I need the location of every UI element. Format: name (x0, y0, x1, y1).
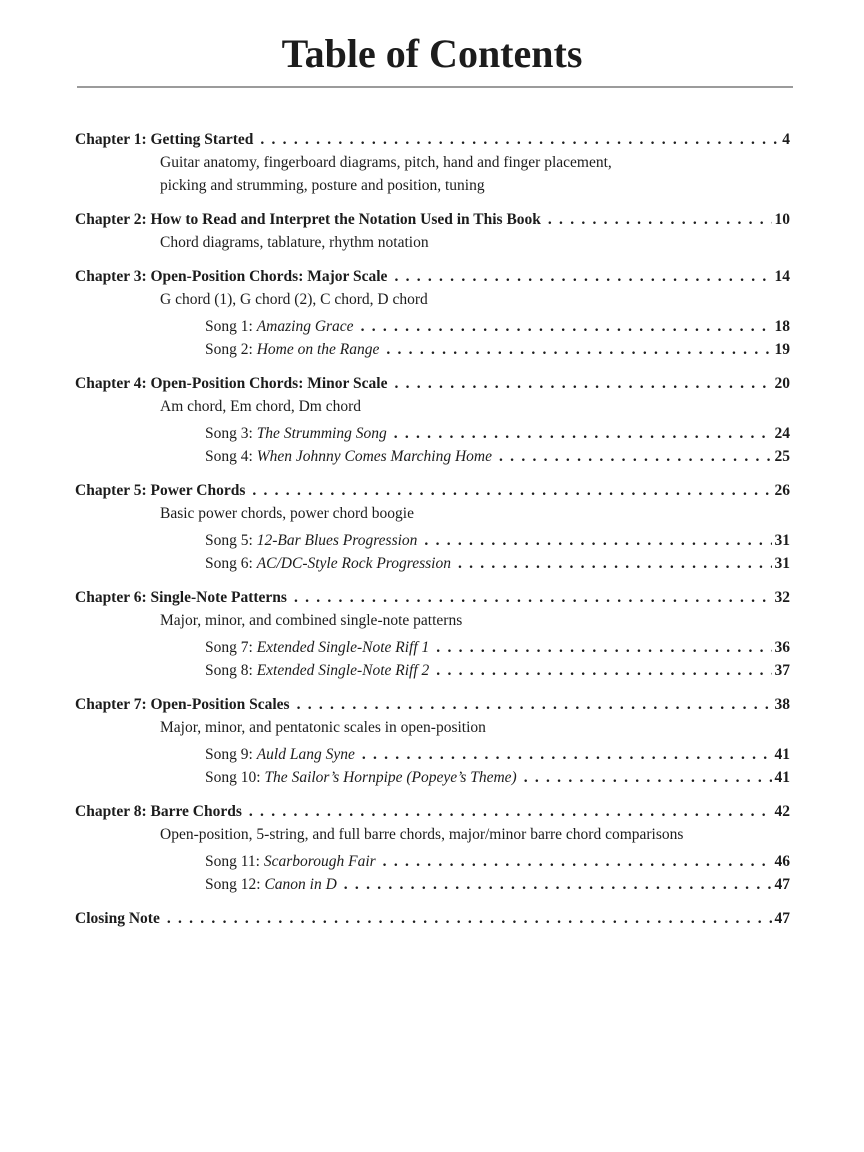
page-number: 32 (774, 589, 790, 606)
toc-chapter-row (75, 372, 790, 395)
dot-leader (524, 766, 772, 789)
dot-leader (362, 743, 772, 766)
song-title: Extended Single-Note Riff 2 (256, 662, 430, 679)
dot-leader (386, 338, 771, 361)
song-label (205, 552, 451, 575)
song-prefix: Song 11: (205, 853, 260, 870)
song-title: AC/DC-Style Rock Progression (256, 555, 451, 572)
page-number: 31 (774, 555, 790, 572)
dot-leader (294, 586, 772, 609)
dot-leader (394, 422, 772, 445)
song-list (75, 743, 790, 789)
song-label (205, 873, 337, 896)
toc-song-row (75, 445, 790, 468)
song-label (205, 315, 354, 338)
page-number: 25 (774, 448, 790, 465)
song-label (205, 422, 387, 445)
toc-chapter-row (75, 586, 790, 609)
dot-leader (260, 128, 779, 151)
toc-song-row (75, 659, 790, 682)
page-number: 47 (774, 910, 790, 927)
chapter-label: Chapter 8: Barre Chords (75, 803, 242, 820)
toc-chapter-row (75, 693, 790, 716)
dot-leader (344, 873, 772, 896)
song-prefix: Song 5: (205, 532, 253, 549)
page-number: 47 (774, 876, 790, 893)
toc-block-chapter-4 (75, 372, 790, 468)
dot-leader (458, 552, 772, 575)
toc-song-row (75, 529, 790, 552)
page-number: 36 (774, 639, 790, 656)
chapter-description: Open-position, 5-string, and full barre chords, major/minor barre chord comparisons (160, 826, 684, 843)
chapter-label: Chapter 2: How to Read and Interpret the Notation Used in This Book (75, 211, 541, 228)
chapter-description: Major, minor, and combined single-note patterns (160, 612, 463, 629)
chapter-description: Chord diagrams, tablature, rhythm notation (160, 234, 429, 251)
song-prefix: Song 2: (205, 341, 253, 358)
dot-leader (436, 659, 771, 682)
chapter-description: Guitar anatomy, fingerboard diagrams, pitch, hand and finger placement, picking and strumming, posture and position, tuning (160, 154, 612, 194)
page-number: 4 (782, 131, 790, 148)
chapter-label: Chapter 1: Getting Started (75, 131, 254, 148)
song-prefix: Song 8: (205, 662, 253, 679)
chapter-label: Chapter 6: Single-Note Patterns (75, 589, 287, 606)
toc-chapter-row (75, 479, 790, 502)
page-number: 19 (774, 341, 790, 358)
toc-block-chapter-6 (75, 586, 790, 682)
chapter-description: Am chord, Em chord, Dm chord (160, 398, 362, 415)
toc-chapter-row (75, 907, 790, 930)
dot-leader (424, 529, 771, 552)
dot-leader (252, 479, 771, 502)
chapter-label: Chapter 7: Open-Position Scales (75, 696, 290, 713)
toc-song-row (75, 743, 790, 766)
song-label (205, 529, 417, 552)
song-label (205, 636, 429, 659)
page-number: 46 (774, 853, 790, 870)
toc-song-row (75, 873, 790, 896)
table-of-contents (75, 128, 790, 930)
song-title: Canon in D (264, 876, 337, 893)
song-list (75, 422, 790, 468)
dot-leader (499, 445, 771, 468)
dot-leader (394, 372, 771, 395)
chapter-label: Chapter 5: Power Chords (75, 482, 246, 499)
toc-block-closing-note (75, 907, 790, 930)
song-title: When Johnny Comes Marching Home (256, 448, 493, 465)
song-label (205, 659, 429, 682)
song-title: Auld Lang Syne (256, 746, 355, 763)
page-number: 14 (774, 268, 790, 285)
song-label (205, 445, 492, 468)
song-prefix: Song 6: (205, 555, 253, 572)
song-label (205, 338, 379, 361)
dot-leader (548, 208, 772, 231)
toc-song-row (75, 850, 790, 873)
song-label (205, 743, 355, 766)
song-prefix: Song 4: (205, 448, 253, 465)
song-label (205, 850, 376, 873)
toc-block-chapter-2 (75, 208, 790, 254)
dot-leader (167, 907, 772, 930)
toc-song-row (75, 552, 790, 575)
song-label (205, 766, 517, 789)
page-number: 42 (774, 803, 790, 820)
chapter-label: Chapter 3: Open-Position Chords: Major Scale (75, 268, 388, 285)
page-number: 41 (774, 746, 790, 763)
dot-leader (436, 636, 771, 659)
toc-block-chapter-5 (75, 479, 790, 575)
toc-chapter-row (75, 800, 790, 823)
song-title: The Strumming Song (256, 425, 387, 442)
toc-chapter-row (75, 208, 790, 231)
chapter-description: Major, minor, and pentatonic scales in open-position (160, 719, 486, 736)
toc-song-row (75, 766, 790, 789)
song-title: Scarborough Fair (263, 853, 376, 870)
chapter-description: Basic power chords, power chord boogie (160, 505, 414, 522)
song-prefix: Song 7: (205, 639, 253, 656)
dot-leader (249, 800, 772, 823)
toc-song-row (75, 636, 790, 659)
song-title: Amazing Grace (256, 318, 354, 335)
song-list (75, 529, 790, 575)
song-title: 12-Bar Blues Progression (256, 532, 418, 549)
dot-leader (383, 850, 772, 873)
page-number: 41 (774, 769, 790, 786)
page-number: 37 (774, 662, 790, 679)
page-title: Table of Contents (281, 31, 583, 76)
toc-chapter-row (75, 128, 790, 151)
song-title: The Sailor’s Hornpipe (Popeye’s Theme) (264, 769, 517, 786)
page-number: 20 (774, 375, 790, 392)
page-number: 26 (774, 482, 790, 499)
toc-song-row (75, 422, 790, 445)
toc-block-chapter-3 (75, 265, 790, 361)
page-number: 10 (774, 211, 790, 228)
page-number: 31 (774, 532, 790, 549)
song-prefix: Song 10: (205, 769, 261, 786)
page-number: 18 (774, 318, 790, 335)
song-title: Extended Single-Note Riff 1 (256, 639, 430, 656)
song-prefix: Song 9: (205, 746, 253, 763)
chapter-description: G chord (1), G chord (2), C chord, D chord (160, 291, 428, 308)
song-prefix: Song 1: (205, 318, 253, 335)
dot-leader (297, 693, 772, 716)
title-divider-rule (77, 86, 793, 88)
page-number: 38 (774, 696, 790, 713)
song-list (75, 850, 790, 896)
toc-block-chapter-7 (75, 693, 790, 789)
song-title: Home on the Range (256, 341, 380, 358)
dot-leader (394, 265, 771, 288)
dot-leader (361, 315, 772, 338)
song-prefix: Song 12: (205, 876, 261, 893)
toc-chapter-row (75, 265, 790, 288)
toc-block-chapter-8 (75, 800, 790, 896)
toc-song-row (75, 338, 790, 361)
chapter-label: Closing Note (75, 910, 160, 927)
page-number: 24 (774, 425, 790, 442)
chapter-label: Chapter 4: Open-Position Chords: Minor Scale (75, 375, 388, 392)
song-list (75, 636, 790, 682)
song-list (75, 315, 790, 361)
song-prefix: Song 3: (205, 425, 253, 442)
toc-song-row (75, 315, 790, 338)
toc-block-chapter-1 (75, 128, 790, 197)
